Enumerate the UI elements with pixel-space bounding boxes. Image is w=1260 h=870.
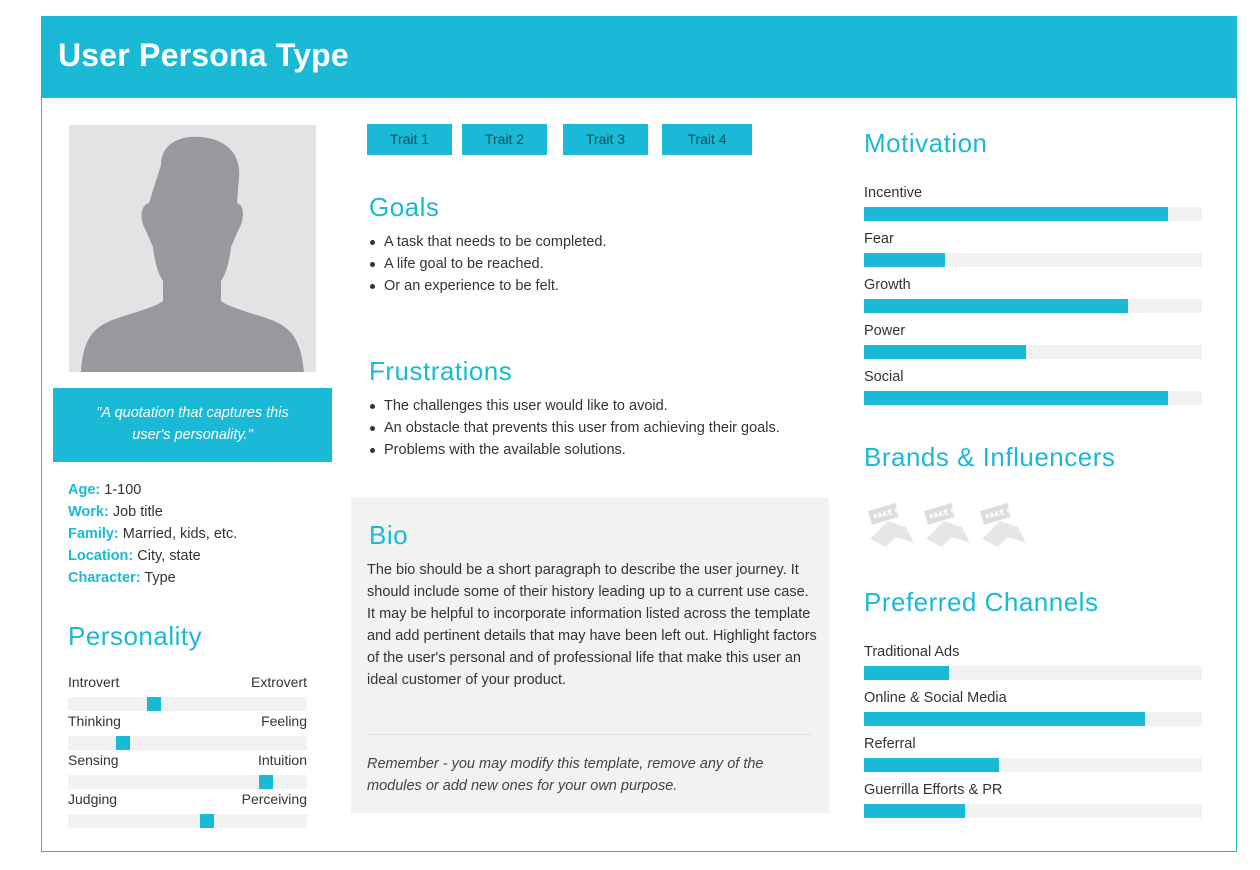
scale-knob <box>200 814 214 828</box>
page-title: User Persona Type <box>58 37 349 73</box>
bar-fill <box>864 207 1168 221</box>
list-item: A life goal to be reached. <box>384 253 606 275</box>
frustrations-list <box>384 395 780 461</box>
motivation-bar-power <box>864 323 1202 359</box>
quote-line: "A quotation that captures this <box>96 405 289 421</box>
persona-quote <box>53 388 332 462</box>
demographics <box>68 479 328 589</box>
brand-logo-text: FAKE CROW <box>928 503 974 522</box>
demographic-value: Type <box>144 570 176 586</box>
list-item: The challenges this user would like to avoid. <box>384 395 780 417</box>
scale-track <box>68 814 307 828</box>
demographic-key: Work: <box>68 504 109 520</box>
personality-title: Personality <box>68 621 203 651</box>
bio-note: Remember - you may modify this template, remove any of the modules or add new ones for your own purpose. <box>367 756 764 794</box>
demographic-key: Character: <box>68 570 141 586</box>
scale-left-label: Judging <box>68 791 118 807</box>
fake-crow-logo-icon <box>978 503 1030 547</box>
goals-list <box>384 231 606 297</box>
bar-fill <box>864 299 1128 313</box>
channel-bar-referral <box>864 736 1202 772</box>
quote-line: user's personality." <box>132 427 253 443</box>
scale-right-label: Perceiving <box>241 791 307 807</box>
personality-scale-thinking-feeling <box>68 713 307 749</box>
bio-panel <box>351 498 829 813</box>
bar-label: Referral <box>864 736 916 752</box>
bar-fill <box>864 712 1145 726</box>
bar-track <box>864 712 1202 726</box>
goals-title: Goals <box>369 192 440 222</box>
bar-fill <box>864 345 1026 359</box>
avatar <box>69 125 316 372</box>
brand-logo-text: FAKE CROW <box>872 503 918 522</box>
demographic-age <box>68 479 328 501</box>
demographic-value: Married, kids, etc. <box>122 526 238 542</box>
bar-track <box>864 253 1202 267</box>
brand-logo-text: FAKE CROW <box>984 503 1030 522</box>
personality-scale-introvert-extrovert <box>68 674 307 710</box>
scale-knob <box>147 697 161 711</box>
bar-label: Guerrilla Efforts & PR <box>864 782 1003 798</box>
scale-track <box>68 775 307 789</box>
bar-label: Fear <box>864 231 894 247</box>
demographic-location <box>68 545 328 567</box>
persona-card <box>41 16 1237 852</box>
bar-fill <box>864 666 949 680</box>
channels-title: Preferred Channels <box>864 587 1099 617</box>
demographic-work <box>68 501 328 523</box>
motivation-bar-fear <box>864 231 1202 267</box>
scale-knob <box>116 736 130 750</box>
bio-text: The bio should be a short paragraph to describe the user journey. It should include some of their history leading up to a current use case. It may be helpful to incorporate information listed across the template and add pertinent details that may have been left out. Highlight factors of the user's personal and of professional life that make this user an ideal customer of your product. <box>367 562 817 688</box>
fake-crow-logo-icon <box>922 503 974 547</box>
list-item: Or an experience to be felt. <box>384 275 606 297</box>
channel-bar-traditional-ads <box>864 644 1202 680</box>
personality-scale-sensing-intuition <box>68 752 307 788</box>
person-silhouette-icon <box>69 125 316 372</box>
personality-scale-judging-perceiving <box>68 791 307 827</box>
bar-track <box>864 758 1202 772</box>
trait-tag: Trait 3 <box>563 124 648 155</box>
demographic-value: City, state <box>137 548 201 564</box>
motivation-title: Motivation <box>864 128 988 158</box>
scale-track <box>68 697 307 711</box>
bio-divider <box>367 734 813 735</box>
frustrations-title: Frustrations <box>369 356 513 386</box>
bio-title: Bio <box>369 520 409 550</box>
bar-track <box>864 804 1202 818</box>
bar-label: Traditional Ads <box>864 644 960 660</box>
demographic-key: Family: <box>68 526 119 542</box>
brands-title: Brands & Influencers <box>864 442 1116 472</box>
bar-track <box>864 299 1202 313</box>
bar-fill <box>864 253 945 267</box>
motivation-bar-social <box>864 369 1202 405</box>
bar-label: Growth <box>864 277 911 293</box>
motivation-bar-growth <box>864 277 1202 313</box>
bar-fill <box>864 804 965 818</box>
scale-knob <box>259 775 273 789</box>
scale-right-label: Extrovert <box>250 674 307 690</box>
scale-track <box>68 736 307 750</box>
bar-track <box>864 207 1202 221</box>
list-item: An obstacle that prevents this user from achieving their goals. <box>384 417 780 439</box>
bar-label: Social <box>864 369 904 385</box>
bar-fill <box>864 391 1168 405</box>
bar-fill <box>864 758 999 772</box>
trait-tag: Trait 2 <box>462 124 547 155</box>
bar-track <box>864 345 1202 359</box>
bar-label: Power <box>864 323 906 339</box>
motivation-bar-incentive <box>864 185 1202 221</box>
bar-label: Online & Social Media <box>864 690 1007 706</box>
bar-label: Incentive <box>864 185 923 201</box>
scale-left-label: Introvert <box>68 674 120 690</box>
channel-bar-online-social <box>864 690 1202 726</box>
demographic-family <box>68 523 328 545</box>
scale-right-label: Intuition <box>257 752 307 768</box>
demographic-key: Age: <box>68 482 101 498</box>
bar-track <box>864 391 1202 405</box>
channel-bar-guerrilla <box>864 782 1202 818</box>
trait-tag: Trait 4 <box>662 124 752 155</box>
list-item: Problems with the available solutions. <box>384 439 780 461</box>
scale-left-label: Sensing <box>68 752 119 768</box>
list-item: A task that needs to be completed. <box>384 231 606 253</box>
scale-right-label: Feeling <box>261 713 307 729</box>
demographic-value: Job title <box>112 504 163 520</box>
header-banner <box>42 17 1236 98</box>
bar-track <box>864 666 1202 680</box>
fake-crow-logo-icon <box>866 503 918 547</box>
scale-left-label: Thinking <box>68 713 121 729</box>
trait-tag: Trait 1 <box>367 124 452 155</box>
demographic-key: Location: <box>68 548 134 564</box>
demographic-value: 1-100 <box>104 482 142 498</box>
demographic-character <box>68 567 328 589</box>
